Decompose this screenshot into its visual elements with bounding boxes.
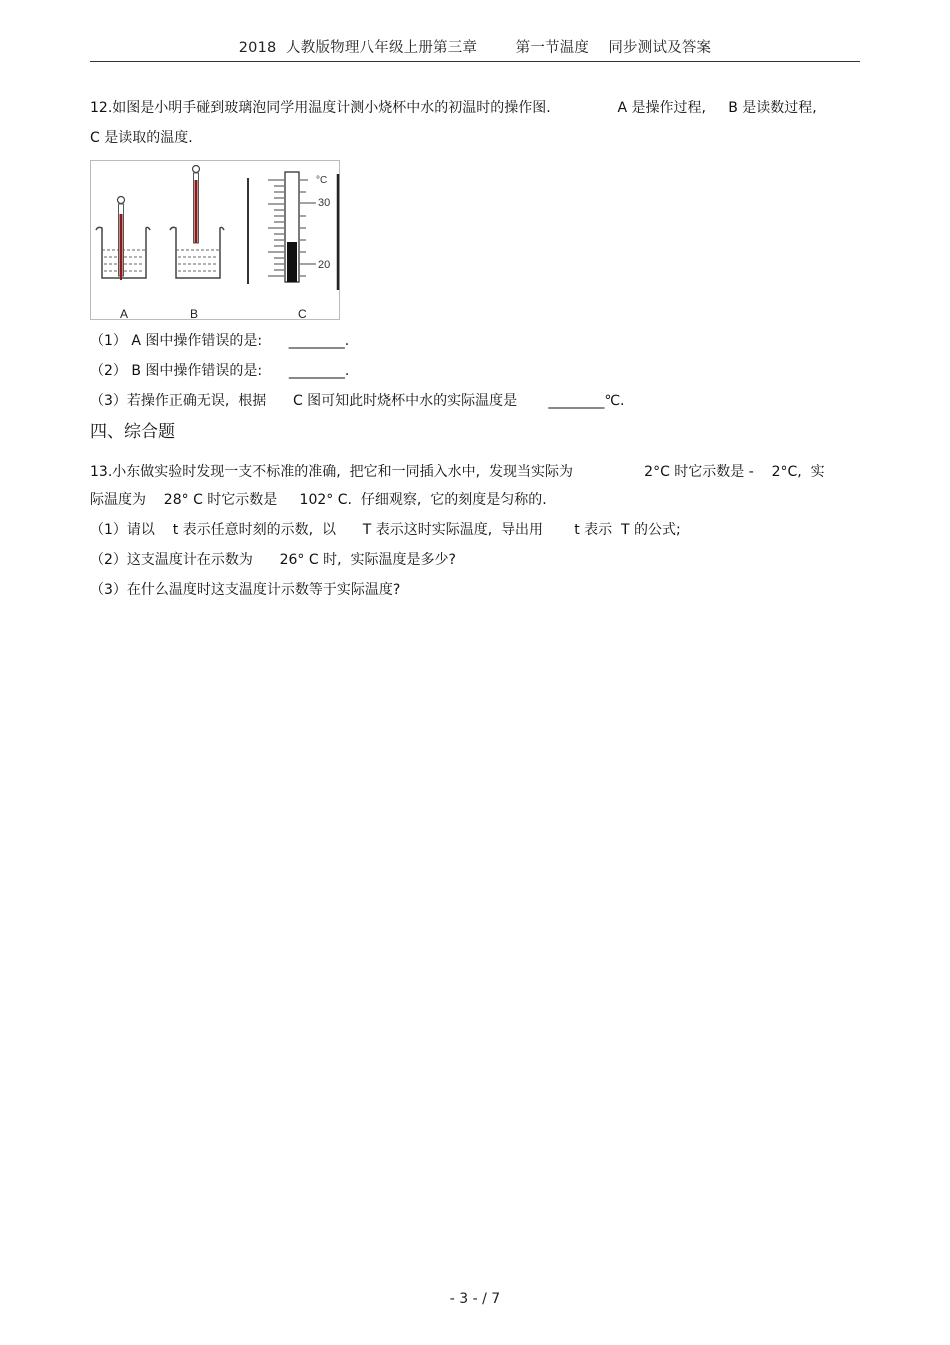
page-header: 2018 人教版物理八年级上册第三章 第一节温度 同步测试及答案 (238, 40, 712, 56)
q13-line-1: 13.小东做实验时发现一支不标准的准确, 把它和一同插入水中, 发现当实际为 2°C 时它示数是 - 2°C, 实 (90, 464, 825, 480)
tick-label-20: 20 (318, 259, 331, 271)
section-title: 四、综合题 (90, 422, 175, 442)
q13-sub-2: （2）这支温度计在示数为 26° C 时, 实际温度是多少? (90, 552, 456, 568)
q13-line-2: 际温度为 28° C 时它示数是 102° C. 仔细观察, 它的刻度是匀称的. (90, 492, 547, 508)
caption-b: B (190, 307, 199, 320)
page-number: - 3 - / 7 (449, 1291, 501, 1307)
q12-line-1: 12.如图是小明手碰到玻璃泡同学用温度计测小烧杯中水的初温时的操作图. A 是操作过程, B 是读数过程, (90, 100, 817, 116)
q13-sub-3: （3）在什么温度时这支温度计示数等于实际温度? (90, 582, 401, 598)
header-rule (90, 61, 860, 62)
q12-sub-1: （1） A 图中操作错误的是: ________. (90, 333, 350, 349)
caption-c: C (298, 307, 307, 320)
thermometer-b (193, 166, 200, 244)
tick-label-30: 30 (318, 197, 331, 209)
q12-sub-3: （3）若操作正确无误, 根据 C 图可知此时烧杯中水的实际温度是 ________℃. (90, 393, 625, 409)
thermometer-a (118, 197, 125, 281)
caption-a: A (120, 307, 129, 320)
unit-label: °C (316, 175, 328, 186)
q12-line-2: C 是读取的温度. (90, 130, 193, 146)
q13-sub-1: （1）请以 t 表示任意时刻的示数, 以 T 表示这时实际温度, 导出用 t 表示 T 的公式; (90, 522, 681, 538)
q12-sub-2: （2） B 图中操作错误的是: ________. (90, 363, 350, 379)
thermometer-figure (90, 160, 340, 320)
